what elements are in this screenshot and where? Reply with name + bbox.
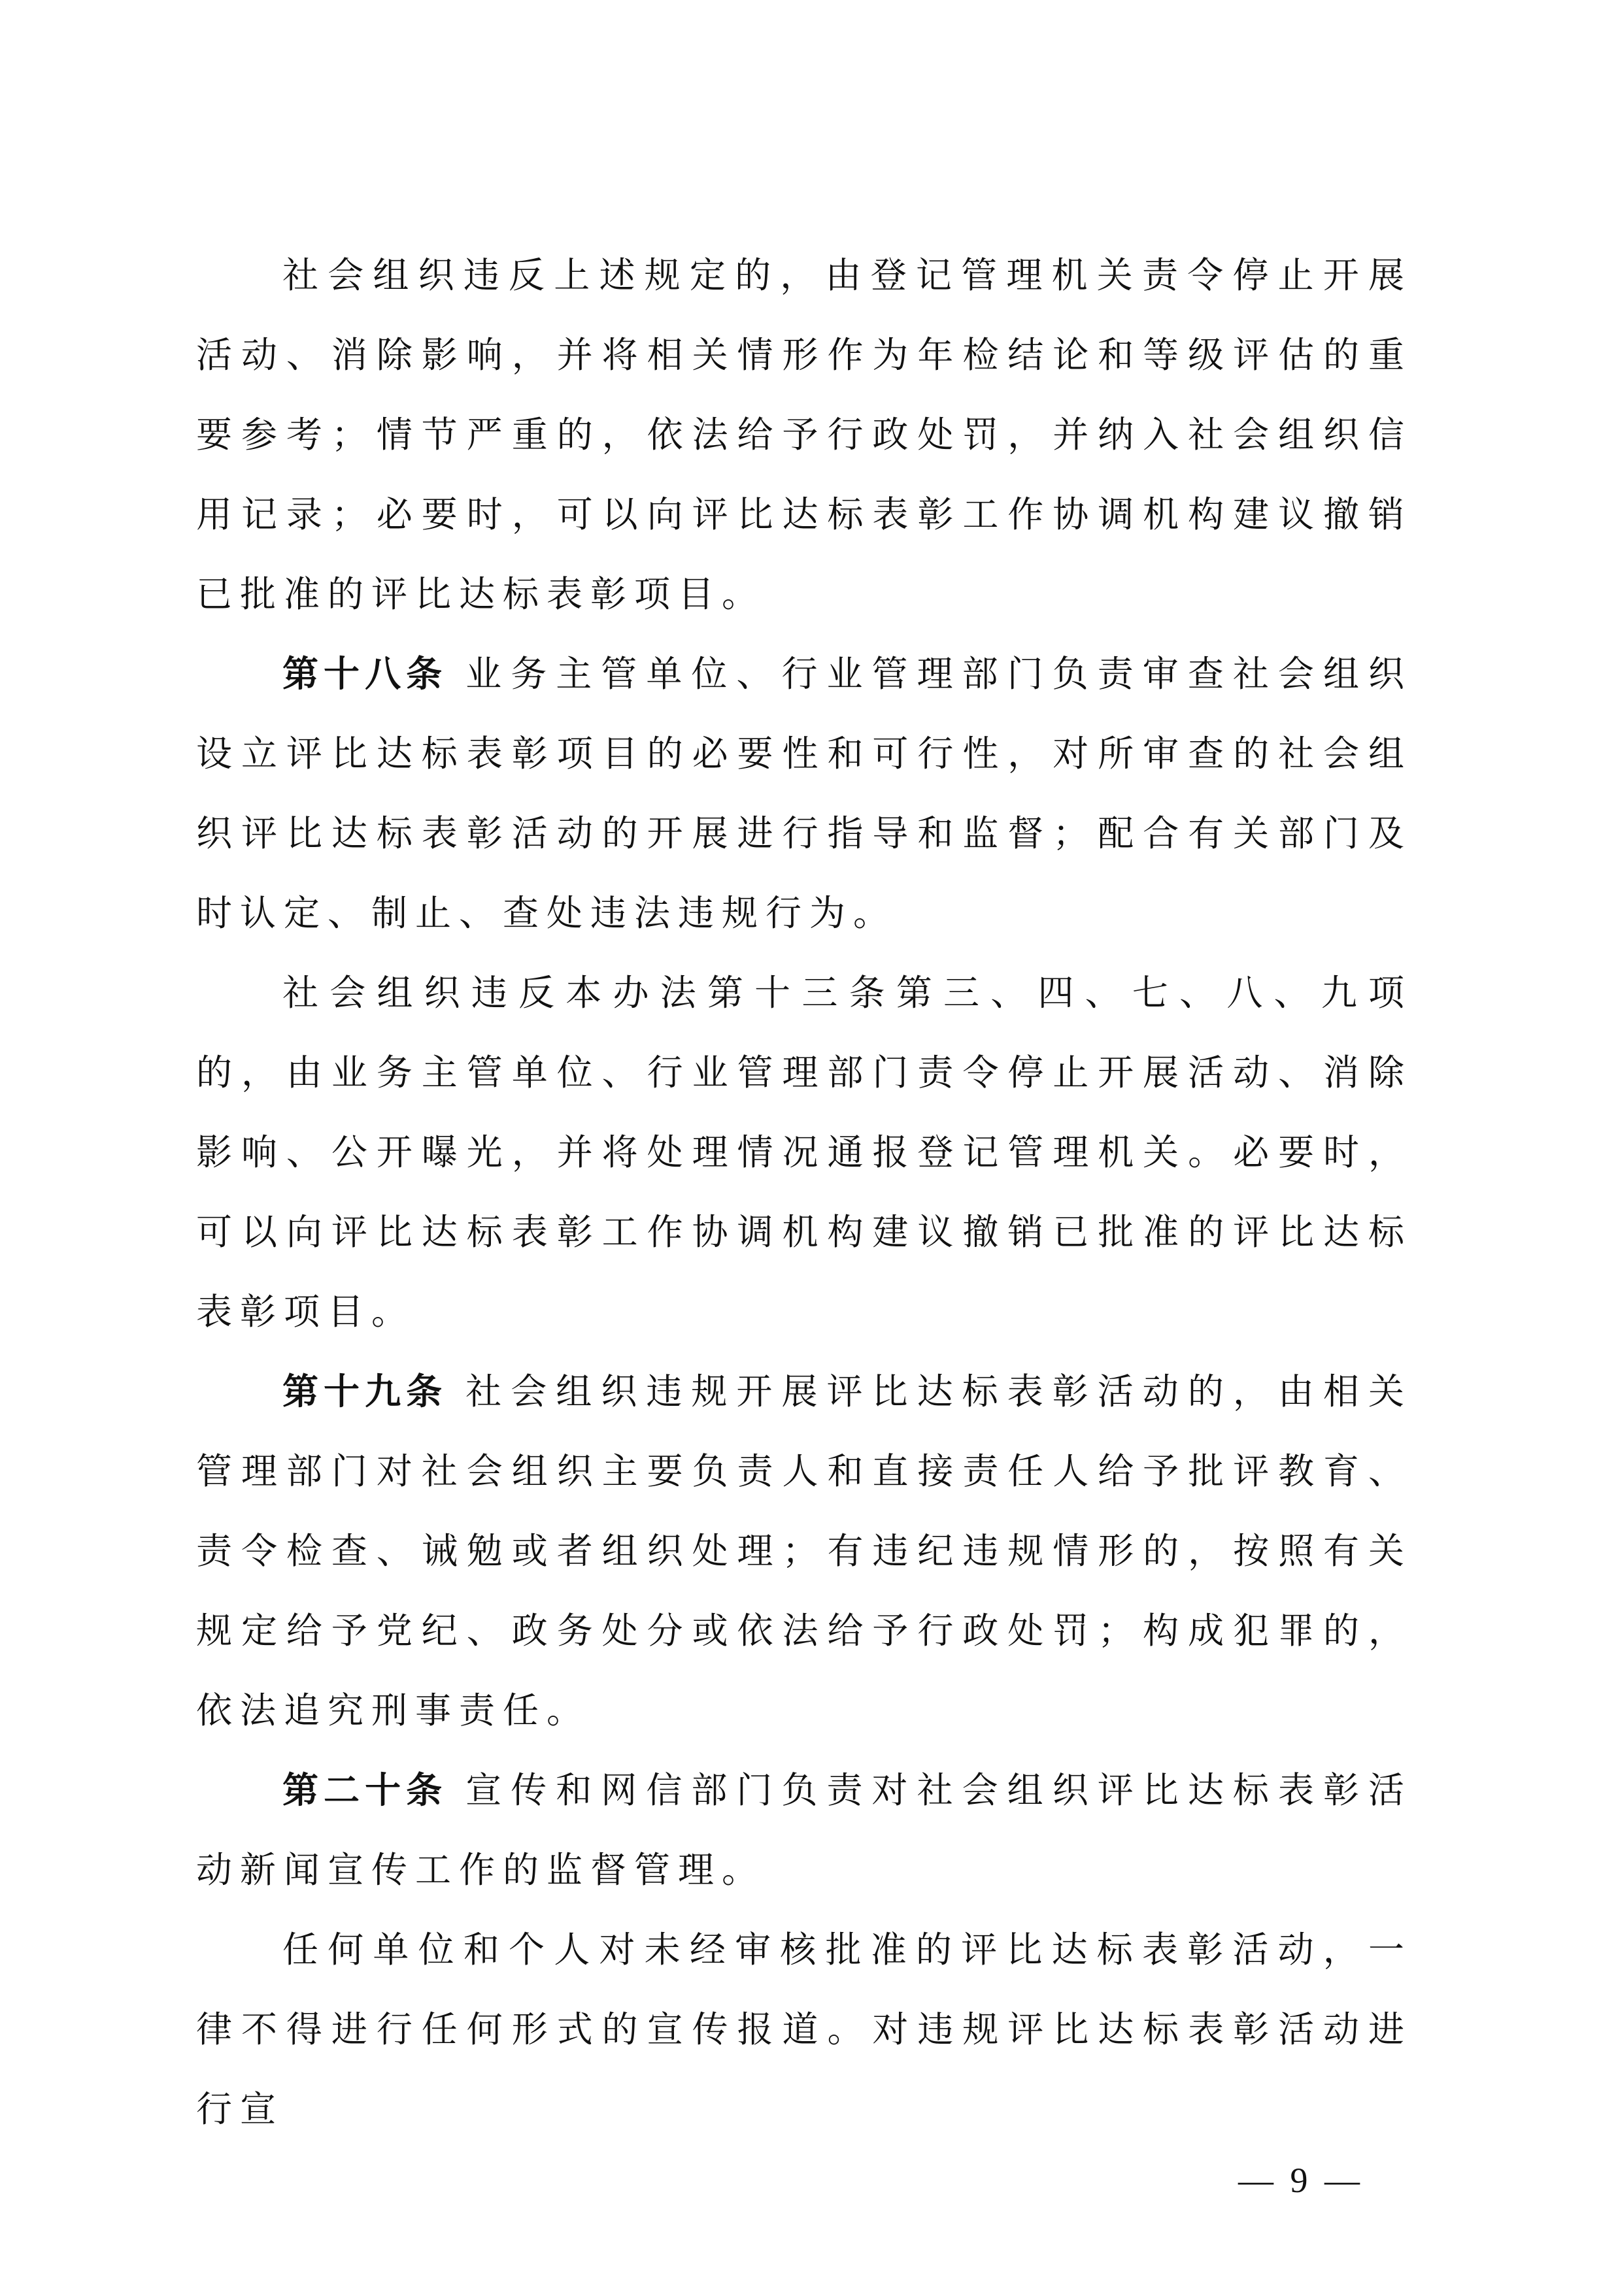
paragraph <box>196 1910 1412 2149</box>
paragraph <box>196 235 1412 634</box>
page-number: — 9 — <box>1238 2161 1364 2200</box>
paragraph-text: 社会组织违反本办法第十三条第三、四、七、八、九项的，由业务主管单位、行业管理部门责令停止开展活动、消除影响、公开曝光，并将处理情况通报登记管理机关。必要时，可以向评比达标表彰工作协调机构建议撤销已批准的评比达标表彰项目。 <box>196 972 1412 1333</box>
paragraph-article-19 <box>196 1352 1412 1750</box>
paragraph <box>196 953 1412 1352</box>
paragraph-text: 业务主管单位、行业管理部门负责审查社会组织设立评比达标表彰项目的必要性和可行性，对所审查的社会组织评比达标表彰活动的开展进行指导和监督；配合有关部门及时认定、制止、查处违法违规行为。 <box>196 653 1412 934</box>
article-number: 第十九条 <box>282 1371 448 1412</box>
paragraph-text: 任何单位和个人对未经审核批准的评比达标表彰活动，一律不得进行任何形式的宣传报道。对违规评比达标表彰活动进行宣 <box>196 1929 1412 2130</box>
article-number: 第十八条 <box>282 653 448 695</box>
paragraph-text: 宣传和网信部门负责对社会组织评比达标表彰活动新闻宣传工作的监督管理。 <box>196 1769 1412 1891</box>
body-text <box>196 235 1412 2149</box>
paragraph-text: 社会组织违反上述规定的，由登记管理机关责令停止开展活动、消除影响，并将相关情形作为年检结论和等级评估的重要参考；情节严重的，依法给予行政处罚，并纳入社会组织信用记录；必要时，可以向评比达标表彰工作协调机构建议撤销已批准的评比达标表彰项目。 <box>196 254 1412 615</box>
paragraph-article-18 <box>196 634 1412 953</box>
paragraph-text: 社会组织违规开展评比达标表彰活动的，由相关管理部门对社会组织主要负责人和直接责任人给予批评教育、责令检查、诫勉或者组织处理；有违纪违规情形的，按照有关规定给予党纪、政务处分或依法给予行政处罚；构成犯罪的，依法追究刑事责任。 <box>196 1371 1412 1731</box>
article-number: 第二十条 <box>282 1769 448 1811</box>
paragraph-article-20 <box>196 1750 1412 1910</box>
